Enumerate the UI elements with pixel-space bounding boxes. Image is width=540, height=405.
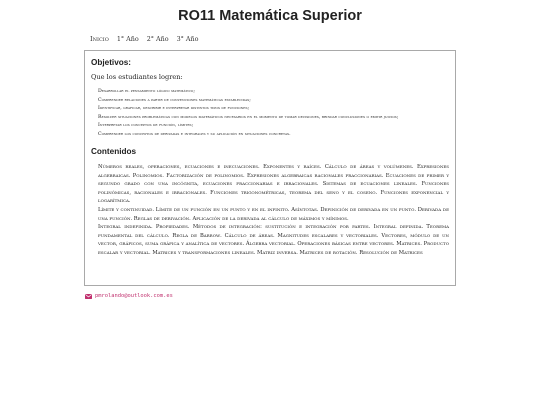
- objetivo-item: Resolver situaciones problemáticas con modelos matemáticos necesarios en el momento de tomar decisiones, brindar conclusiones o emitir juicios;: [98, 114, 399, 120]
- nav-link-inicio[interactable]: Inicio: [90, 35, 109, 43]
- objetivo-item: Interpretar los conceptos de función, límites;: [98, 123, 194, 128]
- objetivo-item: Identificar, graficar, describir e interpretar distintos tipos de funciones;: [98, 106, 250, 111]
- top-nav: [90, 35, 198, 43]
- nav-link-3-ano[interactable]: 3° Año: [176, 35, 199, 43]
- objetivos-title: Objetivos:: [91, 58, 132, 67]
- contenido-item: Integral indefinida. Propiedades. Métodos de integración: sustitución e integración por partes. Integral definida. Teorema fundamental del cálculo. Regla de Barrow. Cálculo de áreas. Magnitudes escalares y vectoriales. Vectores, módulo de un vector, gráficos, suma gráfica y analítica de vectores. Álgebra vectorial. Operaciones básicas entre vectores. Matrices. Producto escalar y vectorial. Matrices y transformaciones lineales. Matriz inversa. Matrices de rotación. Resolución de Matrices: [98, 224, 449, 256]
- contenido-item: Límite y continuidad. Límite de un función en un punto y en el infinito. Asíntotas. Definición de derivada en un punto. Derivada de una función. Reglas de derivación. Aplicación de la derivada al cálculo de máximos y mínimos.: [98, 206, 449, 222]
- objetivo-item: Comprender los conceptos de derivadas e integrales y su aplicación en situaciones concretas.: [98, 131, 291, 137]
- objetivo-item: Comprender relaciones a partir de convenciones matemáticas establecidas;: [98, 97, 251, 103]
- email-link[interactable]: pmrolando@outlook.com.es: [95, 293, 173, 299]
- envelope-icon: [85, 294, 92, 299]
- contenidos-title: Contenidos: [91, 147, 137, 156]
- nav-link-2-ano[interactable]: 2° Año: [146, 35, 169, 43]
- content-box: [84, 50, 456, 286]
- contenidos-list: [91, 163, 449, 258]
- nav-link-1-ano[interactable]: 1° Año: [116, 35, 139, 43]
- page-title: RO11 Matemática Superior: [178, 8, 362, 24]
- objetivo-item: Desarrollar el pensamiento lógico matemático;: [98, 89, 195, 94]
- objetivos-list: [91, 88, 449, 139]
- objetivos-intro: Que los estudiantes logren:: [91, 73, 183, 81]
- contenido-item: Números reales, operaciones, ecuaciones e inecuaciones. Exponentes y raíces. Cálculo de áreas y volúmenes. Expresiones algebraicas. Polinomios. Factorización de polinomios. Expresiones algebraicas racionales fraccionarias. Ecuaciones de primer y segundo grado con una incógnita, ecuaciones fraccionarias e irracionales. Sistemas de ecuaciones lineales. Funciones polinómicas, racionales e irracionales. Funciones trigonométricas, teorema del seno y el coseno. Funciones exponencial y logarítmica.: [98, 164, 449, 205]
- footer-contact: [85, 293, 173, 299]
